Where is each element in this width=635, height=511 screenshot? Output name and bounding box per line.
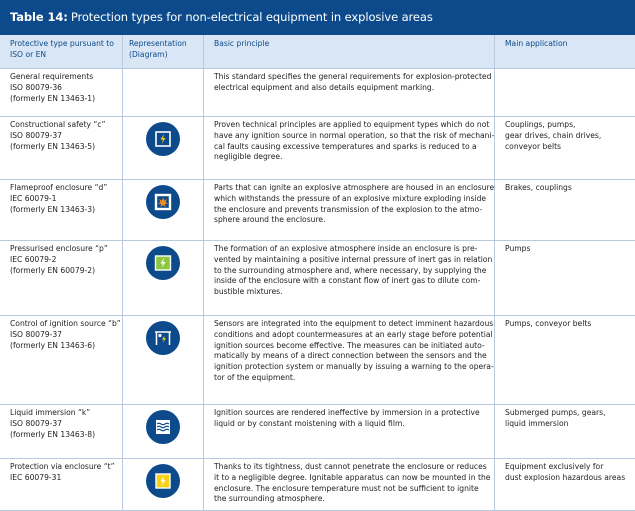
main-application-cell: Brakes, couplings (505, 183, 572, 192)
control-of-ignition-source-icon (146, 321, 180, 355)
table-title (0, 0, 635, 35)
table-row (0, 459, 635, 511)
main-application-cell: Pumps, conveyor belts (505, 319, 592, 328)
protective-type-cell: Flameproof enclosure “d” IEC 60079-1 (formerly EN 13463-3) (0, 180, 123, 240)
representation-cell (123, 316, 204, 404)
representation-cell (123, 180, 204, 240)
table-row (0, 180, 635, 241)
pressurised-enclosure-icon (146, 246, 180, 280)
liquid-immersion-icon (146, 410, 180, 444)
table-row (0, 241, 635, 316)
header-protective-type: Protective type pursuant to ISO or EN (0, 35, 123, 68)
table-row (0, 69, 635, 117)
representation-cell (123, 405, 204, 458)
protection-via-enclosure-icon (146, 464, 180, 498)
table-row (0, 316, 635, 405)
basic-principle-cell: Ignition sources are rendered ineffective by immersion in a protective liquid or by constant moistening with a liquid film. (204, 405, 495, 458)
basic-principle-cell: Sensors are integrated into the equipment to detect imminent hazardous conditions and adopt countermeasures at an early stage before potential ignition sources become effective. The measures can be initiated auto- matically by means of a direct connection between the sensors and the ignition protection system or manually by issuing a warning to the opera- tor of the equipment. (204, 316, 495, 404)
table-row (0, 117, 635, 180)
header-basic-principle: Basic principle (204, 35, 495, 68)
main-application-cell: Couplings, pumps, gear drives, chain drives, conveyor belts (505, 120, 602, 151)
representation-cell (123, 69, 204, 116)
protective-type-cell: Constructional safety “c” ISO 80079-37 (formerly EN 13463-5) (0, 117, 123, 179)
representation-cell (123, 241, 204, 315)
representation-cell (123, 117, 204, 179)
main-application-cell: Equipment exclusively for dust explosion hazardous areas (505, 462, 626, 482)
main-application-cell (495, 69, 635, 116)
table-title-text: Protection types for non-electrical equipment in explosive areas (70, 10, 433, 25)
basic-principle-cell: Proven technical principles are applied to equipment types which do not have any ignition source in normal operation, so that the risk of mechani- cal faults causing excessive temperatures and sparks is reduced to a negligible degree. (204, 117, 495, 179)
table-row (0, 405, 635, 459)
basic-principle-cell: Thanks to its tightness, dust cannot penetrate the enclosure or reduces it to a negligible degree. Ignitable apparatus can now be mounted in the enclosure. The enclosure temperature must not be sufficient to ignite the surrounding atmosphere. (204, 459, 495, 510)
constructional-safety-icon (146, 122, 180, 156)
protective-type-cell: Control of ignition source “b” ISO 80079-37 (formerly EN 13463-6) (0, 316, 123, 404)
table-body (0, 69, 635, 511)
basic-principle-cell: This standard specifies the general requirements for explosion-protected electrical equipment and also details equipment marking. (204, 69, 495, 116)
basic-principle-cell: Parts that can ignite an explosive atmosphere are housed in an enclosure which withstands the pressure of an explosive mixture exploding inside the enclosure and prevents transmission of the explosion to the atmo- sphere around the enclosure. (204, 180, 495, 240)
table-number: Table 14: (10, 10, 68, 25)
main-application-cell: Pumps (505, 244, 531, 253)
protective-type-cell: Liquid immersion “k” ISO 80079-37 (formerly EN 13463-8) (0, 405, 123, 458)
protective-type-cell: General requirements ISO 80079-36 (formerly EN 13463-1) (0, 69, 123, 116)
flameproof-enclosure-icon (146, 185, 180, 219)
header-main-application: Main application (505, 39, 568, 48)
table-header (0, 35, 635, 69)
protective-type-cell: Protection via enclosure “t” IEC 60079-31 (0, 459, 123, 510)
protective-type-cell: Pressurised enclosure “p” IEC 60079-2 (formerly EN 60079-2) (0, 241, 123, 315)
main-application-cell: Submerged pumps, gears, liquid immersion (505, 408, 606, 428)
basic-principle-cell: The formation of an explosive atmosphere inside an enclosure is pre- vented by maintaining a positive internal pressure of inert gas in relation to the surrounding atmosphere and, where necessary, by supplying the inside of the enclosure with a constant flow of inert gas to dilute com- bustible mixtures. (204, 241, 495, 315)
header-representation: Representation (Diagram) (123, 35, 204, 68)
representation-cell (123, 459, 204, 510)
